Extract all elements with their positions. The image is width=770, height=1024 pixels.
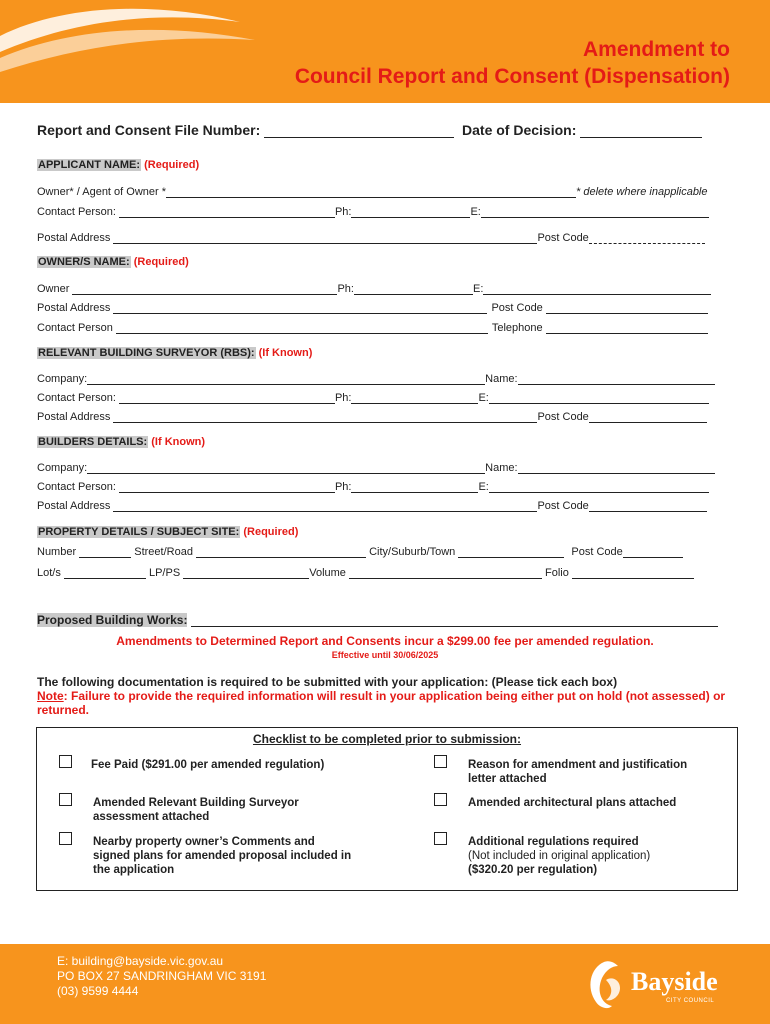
applicant-postal-field[interactable] xyxy=(113,233,537,244)
item-line: Amended Relevant Building Surveyor xyxy=(93,797,299,809)
applicant-contact-field[interactable] xyxy=(119,207,335,218)
owner-contact-field[interactable] xyxy=(116,323,488,334)
effective-date: Effective until 30/06/2025 xyxy=(331,650,439,660)
checkbox-rbs-assessment[interactable] xyxy=(59,793,72,806)
property-volume-field[interactable] xyxy=(349,568,542,579)
postcode-label: Post Code xyxy=(571,546,623,558)
owner-label: Owner xyxy=(37,283,73,295)
e-label: E: xyxy=(478,481,489,493)
delete-note: * delete where inapplicable xyxy=(576,186,708,198)
rbs-heading: RELEVANT BUILDING SURVEYOR (RBS): xyxy=(38,347,255,359)
property-section-heading xyxy=(37,526,298,538)
owners-contact-row xyxy=(37,322,708,334)
owner-telephone-field[interactable] xyxy=(546,323,708,334)
checkbox-fee-paid[interactable] xyxy=(59,755,72,768)
checkbox-reason-letter[interactable] xyxy=(434,755,447,768)
proposed-works-label: Proposed Building Works: xyxy=(37,613,188,627)
item-line: Reason for amendment and justification xyxy=(468,759,688,771)
checklist-box xyxy=(36,727,738,891)
checklist-title: Checklist to be completed prior to submission: xyxy=(252,732,522,746)
city-label: City/Suburb/Town xyxy=(369,546,459,558)
item-line: letter attached xyxy=(468,773,547,785)
logo-subtext: CITY COUNCIL xyxy=(666,998,715,1004)
name-label: Name: xyxy=(485,462,518,474)
postal-label: Postal Address xyxy=(37,411,114,423)
property-lots-field[interactable] xyxy=(64,568,146,579)
title-line-2: Council Report and Consent (Dispensation) xyxy=(294,65,730,88)
folio-label: Folio xyxy=(545,567,572,579)
checklist-item-nearby-owner-comments xyxy=(93,835,351,877)
checklist-item-reason-letter xyxy=(468,758,687,786)
builder-company-field[interactable] xyxy=(87,463,485,474)
builders-postal-row xyxy=(37,500,707,512)
applicant-ph-field[interactable] xyxy=(351,207,470,218)
documentation-required-text: The following documentation is required to be submitted with your application: (Please tick each box) xyxy=(37,675,618,689)
property-lpps-field[interactable] xyxy=(183,568,309,579)
rbs-postcode-field[interactable] xyxy=(589,412,707,423)
builder-contact-field[interactable] xyxy=(119,482,335,493)
property-title-row xyxy=(37,567,694,579)
contact-label: Contact Person: xyxy=(37,481,119,493)
bayside-logo xyxy=(582,958,732,1013)
rbs-postal-row xyxy=(37,411,707,423)
rbs-contact-row xyxy=(37,392,709,404)
ph-label: Ph: xyxy=(337,283,354,295)
file-number-row xyxy=(37,122,702,138)
postcode-label: Post Code xyxy=(537,232,589,244)
company-label: Company: xyxy=(37,462,88,474)
applicant-postal-row xyxy=(37,232,705,244)
rbs-section-heading xyxy=(37,347,312,359)
applicant-email-field[interactable] xyxy=(481,207,709,218)
required-tag: (Required) xyxy=(144,159,200,171)
page-header xyxy=(0,0,770,103)
street-label: Street/Road xyxy=(134,546,197,558)
item-line: signed plans for amended proposal included in xyxy=(93,850,352,862)
postcode-label: Post Code xyxy=(537,411,589,423)
owners-owner-row xyxy=(37,283,711,295)
e-label: E: xyxy=(472,283,484,295)
lpps-label: LP/PS xyxy=(148,567,184,579)
builder-postcode-field[interactable] xyxy=(589,501,707,512)
property-number-field[interactable] xyxy=(79,547,131,558)
date-of-decision-field[interactable] xyxy=(580,124,702,138)
checklist-item-fee-paid xyxy=(91,758,324,772)
rbs-contact-field[interactable] xyxy=(119,393,335,404)
logo-text: Bayside xyxy=(631,967,718,996)
ph-label: Ph: xyxy=(334,392,352,404)
builder-postal-field[interactable] xyxy=(113,501,537,512)
name-label: Name: xyxy=(485,373,518,385)
rbs-ph-field[interactable] xyxy=(351,393,478,404)
rbs-email-field[interactable] xyxy=(489,393,709,404)
rbs-postal-field[interactable] xyxy=(113,412,537,423)
owner-postcode-field[interactable] xyxy=(546,303,708,314)
rbs-company-field[interactable] xyxy=(87,374,485,385)
telephone-label: Telephone xyxy=(491,322,546,334)
company-label: Company: xyxy=(37,373,88,385)
builders-contact-row xyxy=(37,481,709,493)
required-tag: (Required) xyxy=(133,256,189,268)
owners-section-heading xyxy=(37,256,189,268)
if-known-tag: (If Known) xyxy=(258,347,313,359)
item-line: the application xyxy=(93,864,175,876)
checklist-item-architectural-plans xyxy=(468,796,676,810)
contact-label: Contact Person: xyxy=(37,206,119,218)
owners-heading: OWNER/S NAME: xyxy=(38,256,130,268)
item-line: assessment attached xyxy=(93,811,210,823)
owner-ph-field[interactable] xyxy=(354,284,473,295)
owner-field[interactable] xyxy=(72,284,337,295)
required-tag: (Required) xyxy=(243,526,299,538)
fee-notice: Amendments to Determined Report and Consents incur a $299.00 fee per amended regulation. xyxy=(116,634,654,648)
builders-heading: BUILDERS DETAILS: xyxy=(38,436,148,448)
checkbox-architectural-plans[interactable] xyxy=(434,793,447,806)
date-of-decision-label: Date of Decision: xyxy=(462,122,581,138)
item-line: ($320.20 per regulation) xyxy=(468,864,598,876)
owner-agent-label: Owner* / Agent of Owner * xyxy=(37,186,167,198)
rbs-name-field[interactable] xyxy=(518,374,715,385)
e-label: E: xyxy=(470,206,481,218)
property-address-row xyxy=(37,546,683,558)
owners-postal-row xyxy=(37,302,708,314)
footer-contact xyxy=(57,954,266,999)
property-heading: PROPERTY DETAILS / SUBJECT SITE: xyxy=(38,526,240,538)
number-label: Number xyxy=(37,546,80,558)
contact-label: Contact Person: xyxy=(37,392,119,404)
applicant-contact-row xyxy=(37,206,709,218)
checklist-item-additional-regulations xyxy=(468,835,650,877)
item-line: Additional regulations required xyxy=(468,836,639,848)
lots-label: Lot/s xyxy=(37,567,64,579)
contact-label: Contact Person xyxy=(37,322,116,334)
property-folio-field[interactable] xyxy=(572,568,694,579)
postcode-label: Post Code xyxy=(491,302,546,314)
if-known-tag: (If Known) xyxy=(151,436,206,448)
page-title xyxy=(295,36,730,90)
applicant-owner-row xyxy=(37,186,708,198)
checkbox-nearby-owner-comments[interactable] xyxy=(59,832,72,845)
title-line-1: Amendment to xyxy=(583,38,730,61)
footer-po-box: PO BOX 27 SANDRINGHAM VIC 3191 xyxy=(57,969,267,983)
builder-ph-field[interactable] xyxy=(351,482,478,493)
proposed-works-row xyxy=(37,613,718,627)
builder-name-field[interactable] xyxy=(518,463,715,474)
proposed-works-field[interactable] xyxy=(191,614,718,627)
note-body: : Failure to provide the required information will result in your application being either put on hold (not assessed) or returned. xyxy=(37,689,726,717)
item-line: (Not included in original application) xyxy=(468,850,651,862)
applicant-section-heading xyxy=(37,159,199,171)
checklist-item-rbs-assessment xyxy=(93,796,299,824)
rbs-company-row xyxy=(37,373,715,385)
item-line: Fee Paid ($291.00 per amended regulation) xyxy=(91,759,325,771)
e-label: E: xyxy=(478,392,489,404)
file-number-label: Report and Consent File Number: xyxy=(37,122,265,138)
page-footer xyxy=(0,944,770,1024)
postal-label: Postal Address xyxy=(37,232,114,244)
property-city-field[interactable] xyxy=(458,547,564,558)
ph-label: Ph: xyxy=(334,206,352,218)
volume-label: Volume xyxy=(309,567,349,579)
item-line: Amended architectural plans attached xyxy=(468,797,677,809)
builder-email-field[interactable] xyxy=(489,482,709,493)
owner-agent-field[interactable] xyxy=(166,187,576,198)
header-swoosh-graphic xyxy=(0,0,260,103)
owner-email-field[interactable] xyxy=(483,284,711,295)
property-postcode-field[interactable] xyxy=(623,547,683,558)
checkbox-additional-regulations[interactable] xyxy=(434,832,447,845)
footer-phone: (03) 9599 4444 xyxy=(57,984,139,998)
applicant-postcode-field[interactable] xyxy=(589,233,705,244)
property-street-field[interactable] xyxy=(196,547,366,558)
bayside-logo-mark-icon xyxy=(582,958,630,1013)
owner-postal-field[interactable] xyxy=(113,303,487,314)
postal-label: Postal Address xyxy=(37,500,114,512)
note-text xyxy=(37,689,727,717)
note-label: Note xyxy=(37,689,64,703)
ph-label: Ph: xyxy=(334,481,352,493)
footer-email[interactable]: E: building@bayside.vic.gov.au xyxy=(57,954,224,968)
postcode-label: Post Code xyxy=(537,500,589,512)
item-line: Nearby property owner’s Comments and xyxy=(93,836,315,848)
applicant-heading: APPLICANT NAME: xyxy=(38,159,141,171)
postal-label: Postal Address xyxy=(37,302,114,314)
file-number-field[interactable] xyxy=(264,124,454,138)
builders-company-row xyxy=(37,462,715,474)
builders-section-heading xyxy=(37,436,205,448)
